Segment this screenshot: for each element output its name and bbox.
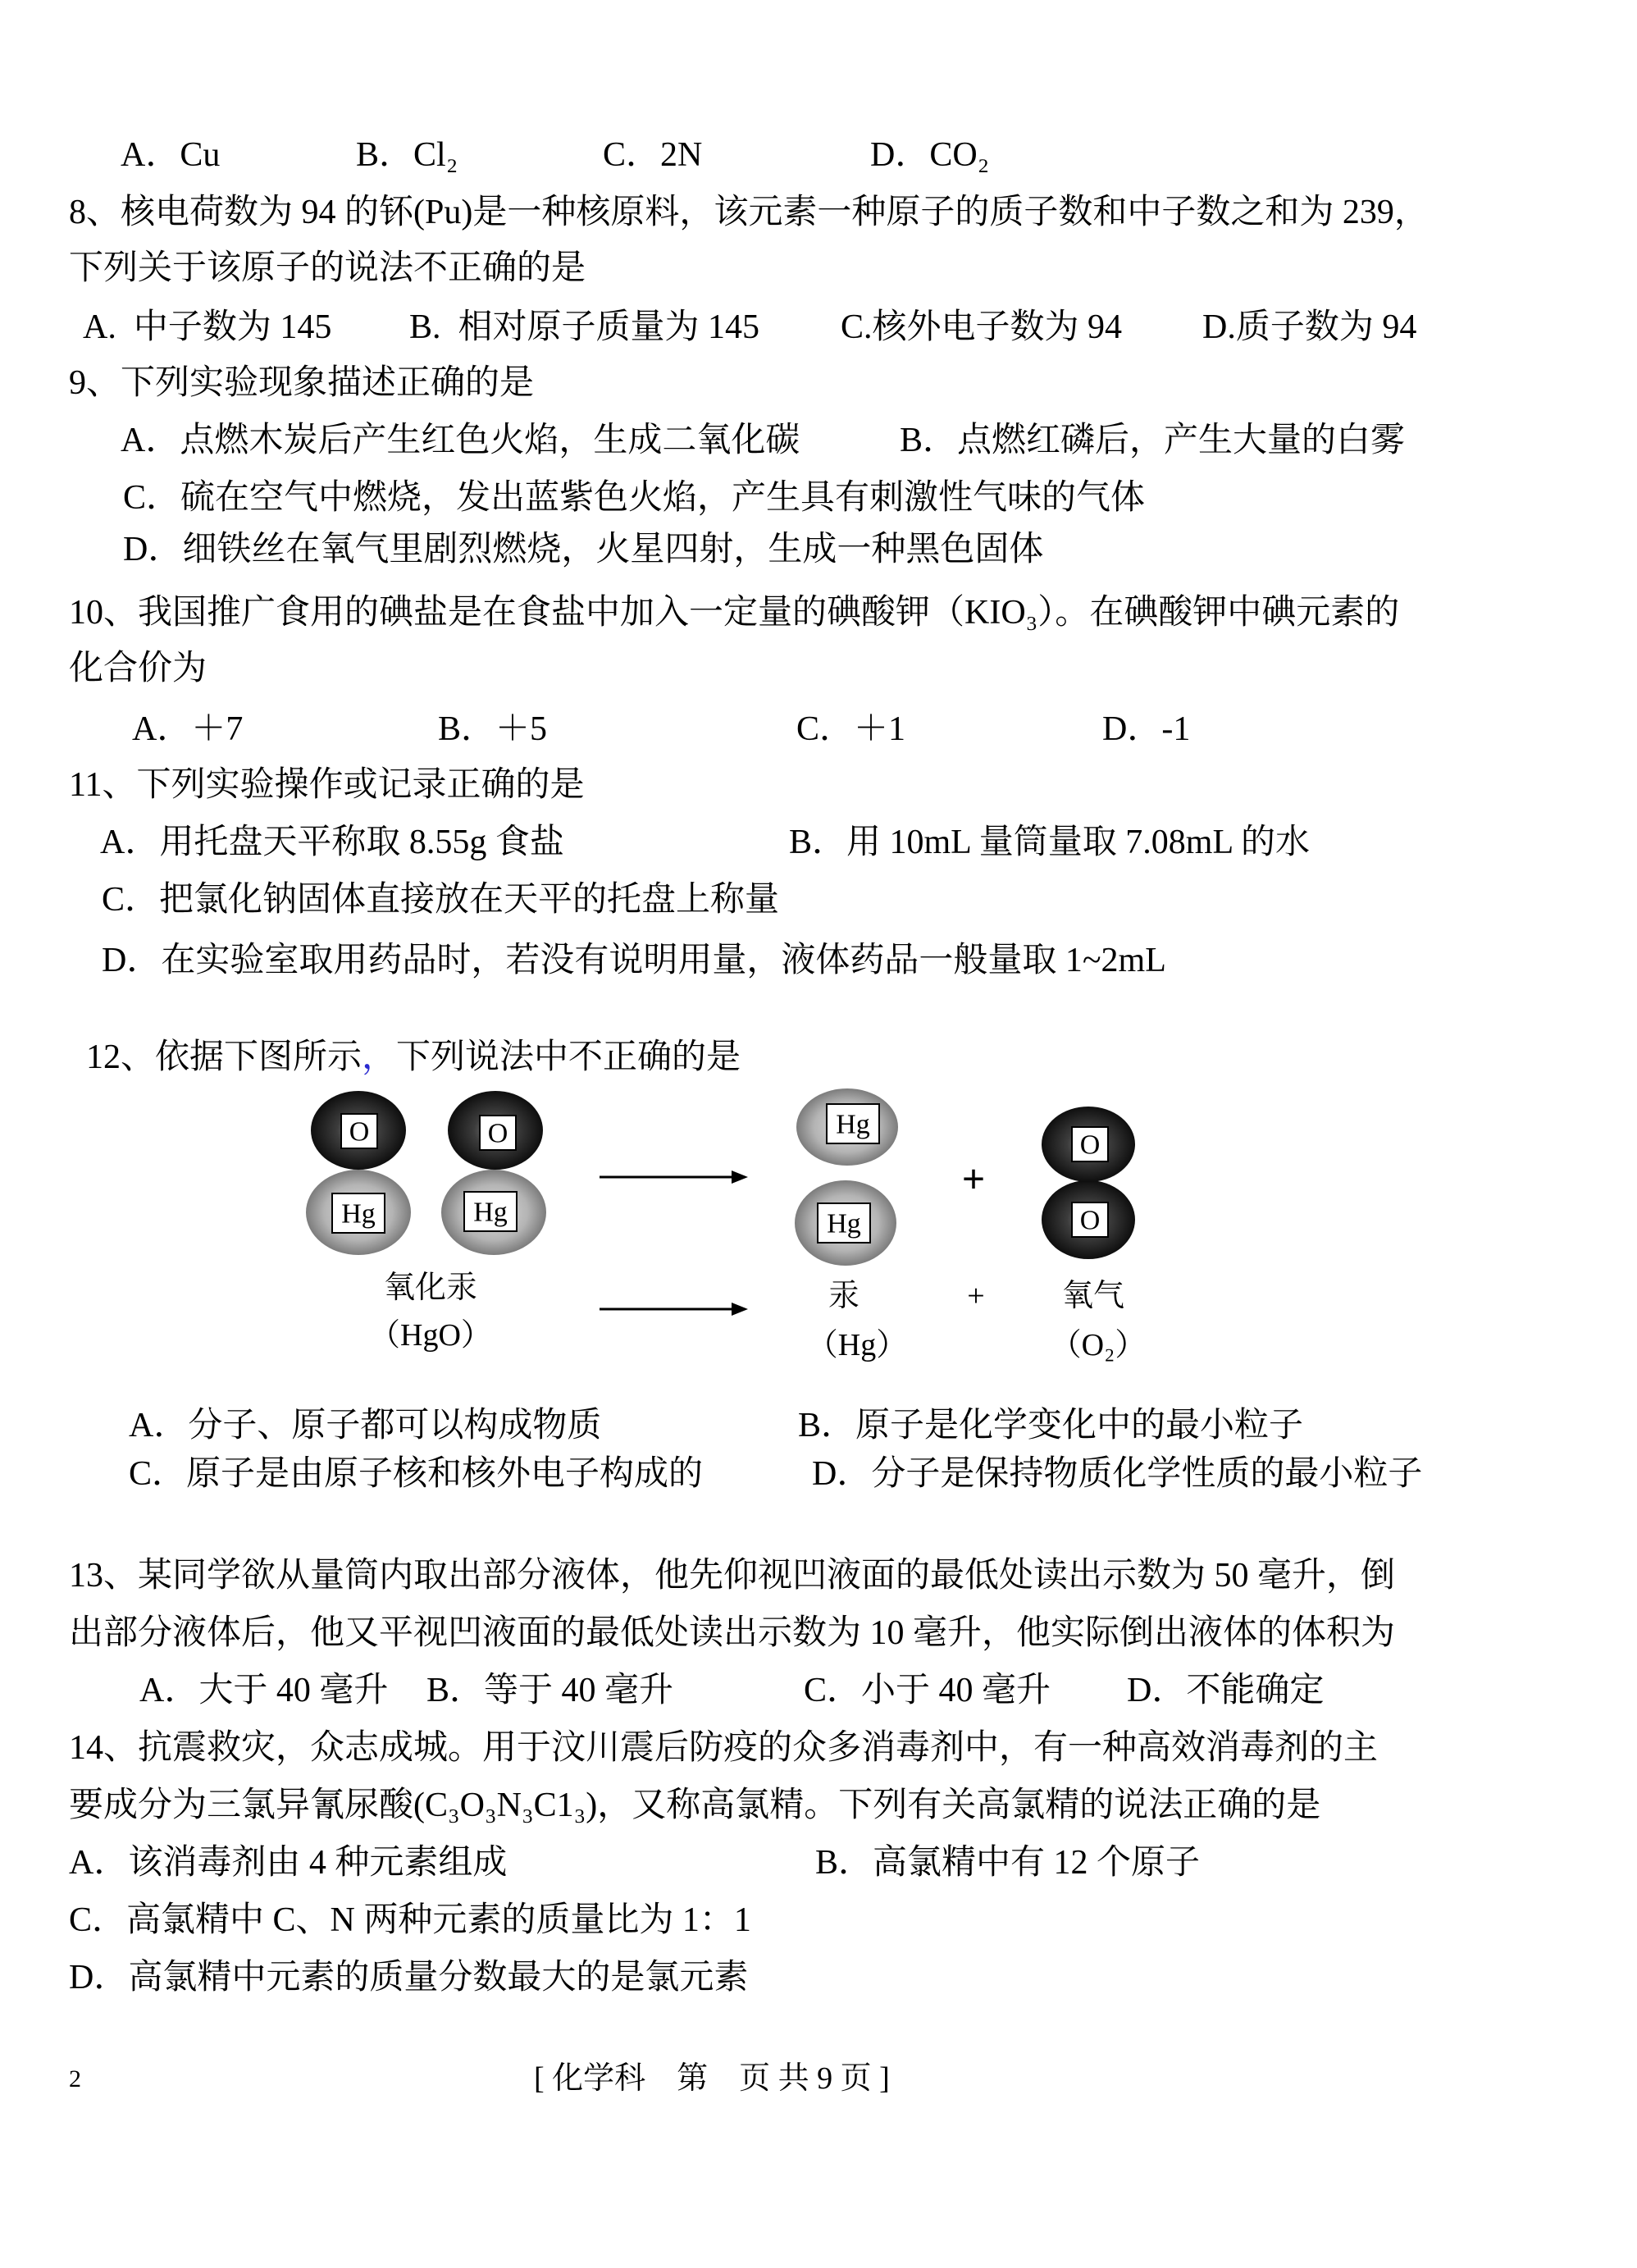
mercury-atoms-product xyxy=(795,1088,898,1266)
question-7-option-c: C．2N xyxy=(603,136,703,174)
question-7-option-b: B．Cl₂ xyxy=(356,136,458,174)
page-footer-label: [ 化学科 第 页 共 9 页 ] xyxy=(534,2061,890,2096)
question-8-option-d: D.质子数为 94 xyxy=(1202,308,1417,346)
product-mercury-name: 汞 xyxy=(828,1279,860,1313)
question-10-stem-line-1: 10、我国推广食用的碘盐是在食盐中加入一定量的碘酸钾（KIO₃）。在碘酸钾中碘元素的 xyxy=(69,594,1400,632)
oxygen-atom-label: O xyxy=(487,1118,508,1149)
question-9-stem: 9、下列实验现象描述正确的是 xyxy=(69,364,535,402)
question-8-option-b: B. 相对原子质量为 145 xyxy=(409,308,760,346)
question-8-option-c: C.核外电子数为 94 xyxy=(841,308,1123,346)
question-12-option-a: A．分子、原子都可以构成物质 xyxy=(129,1407,602,1444)
question-12-option-d: D．分子是保持物质化学性质的最小粒子 xyxy=(812,1455,1423,1493)
question-13-stem-line-1: 13、某同学欲从量筒内取出部分液体，他先仰视凹液面的最低处读出示数为 50 毫升，倒 xyxy=(69,1557,1396,1595)
mercury-oxide-molecule-2 xyxy=(441,1091,546,1255)
question-14-option-a: A．该消毒剂由 4 种元素组成 xyxy=(69,1844,508,1882)
oxygen-atom-label: O xyxy=(349,1116,370,1148)
question-13-option-c: C．小于 40 毫升 xyxy=(804,1672,1051,1709)
question-14-stem-line-1: 14、抗震救灾，众志成城。用于汶川震后防疫的众多消毒剂中，有一种高效消毒剂的主 xyxy=(69,1729,1379,1767)
question-12-stem-part-2: 下列说法中不正确的是 xyxy=(396,1038,741,1076)
question-8-stem-line-2: 下列关于该原子的说法不正确的是 xyxy=(69,249,586,287)
question-12-option-c: C．原子是由原子核和核外电子构成的 xyxy=(129,1455,704,1493)
question-11-option-c: C．把氯化钠固体直接放在天平的托盘上称量 xyxy=(102,881,780,919)
question-14-option-c: C．高氯精中 C、N 两种元素的质量比为 1：1 xyxy=(69,1901,751,1939)
question-14-option-b: B．高氯精中有 12 个原子 xyxy=(815,1844,1201,1882)
question-8-option-a: A. 中子数为 145 xyxy=(83,308,332,346)
page-number: 2 xyxy=(69,2065,81,2092)
question-10-option-b: B．＋5 xyxy=(438,710,548,748)
product-oxygen-formula: （O₂） xyxy=(1050,1328,1147,1362)
question-12-option-b: B．原子是化学变化中的最小粒子 xyxy=(798,1407,1304,1444)
question-9-option-b: B．点燃红磷后，产生大量的白雾 xyxy=(900,422,1406,459)
question-12-stem-part-1: 12、依据下图所示 xyxy=(86,1038,363,1076)
question-8-stem-line-1: 8、核电荷数为 94 的钚(Pu)是一种核原料，该元素一种原子的质子数和中子数之和为 239， xyxy=(69,194,1429,231)
question-10-option-d: D．-1 xyxy=(1102,710,1191,748)
mercury-atom-label: Hg xyxy=(827,1208,861,1239)
question-13-option-b: B．等于 40 毫升 xyxy=(426,1672,674,1709)
question-9-option-c: C．硫在空气中燃烧，发出蓝紫色火焰，产生具有刺激性气味的气体 xyxy=(123,479,1146,517)
plus-sign: + xyxy=(961,1156,986,1202)
question-7-option-d: D．CO₂ xyxy=(870,136,990,174)
question-12-stem xyxy=(69,996,741,1076)
plus-sign: + xyxy=(967,1279,985,1313)
product-oxygen-name: 氧气 xyxy=(1061,1279,1125,1313)
question-12-stem-comma: ， xyxy=(362,1038,397,1076)
question-10-option-c: C．＋1 xyxy=(796,710,906,748)
question-13-stem-line-2: 出部分液体后，他又平视凹液面的最低处读出示数为 10 毫升，他实际倒出液体的体积为 xyxy=(69,1614,1396,1652)
question-11-option-b: B．用 10mL 量筒量取 7.08mL 的水 xyxy=(789,824,1311,861)
reaction-arrow xyxy=(600,1303,748,1316)
oxygen-atom-label: O xyxy=(1079,1129,1101,1161)
question-10-stem-line-2: 化合价为 xyxy=(69,650,207,687)
question-13-option-d: D．不能确定 xyxy=(1127,1672,1325,1709)
question-13-option-a: A．大于 40 毫升 xyxy=(139,1672,389,1709)
reaction-arrow xyxy=(600,1171,748,1184)
product-mercury-formula: （Hg） xyxy=(806,1328,908,1362)
question-7-option-a: A．Cu xyxy=(121,136,221,174)
question-10-option-a: A．＋7 xyxy=(132,710,244,748)
mercury-atom-label: Hg xyxy=(836,1109,870,1140)
mercury-oxide-molecule-1 xyxy=(306,1091,411,1255)
oxygen-atom-label: O xyxy=(1079,1205,1101,1236)
question-14-option-d: D．高氯精中元素的质量分数最大的是氯元素 xyxy=(69,1959,749,1996)
question-11-option-d: D．在实验室取用药品时，若没有说明用量，液体药品一般量取 1~2mL xyxy=(102,942,1166,979)
question-14-stem-line-2: 要成分为三氯异氰尿酸(C₃O₃N₃C1₃)，又称高氯精。下列有关高氯精的说法正确的是 xyxy=(69,1787,1321,1824)
reactant-name: 氧化汞 xyxy=(383,1271,478,1305)
question-9-option-a: A．点燃木炭后产生红色火焰，生成二氧化碳 xyxy=(121,422,800,459)
oxygen-molecule-product xyxy=(1042,1107,1135,1259)
question-11-option-a: A．用托盘天平称取 8.55g 食盐 xyxy=(100,824,564,861)
mercury-atom-label: Hg xyxy=(473,1197,508,1228)
reactant-formula: （HgO） xyxy=(369,1318,492,1353)
question-9-option-d: D．细铁丝在氧气里剧烈燃烧，火星四射，生成一种黑色固体 xyxy=(123,531,1044,568)
mercury-oxide-decomposition-diagram xyxy=(0,1058,1637,1386)
mercury-atom-label: Hg xyxy=(341,1198,376,1230)
question-11-stem: 11、下列实验操作或记录正确的是 xyxy=(69,766,585,804)
